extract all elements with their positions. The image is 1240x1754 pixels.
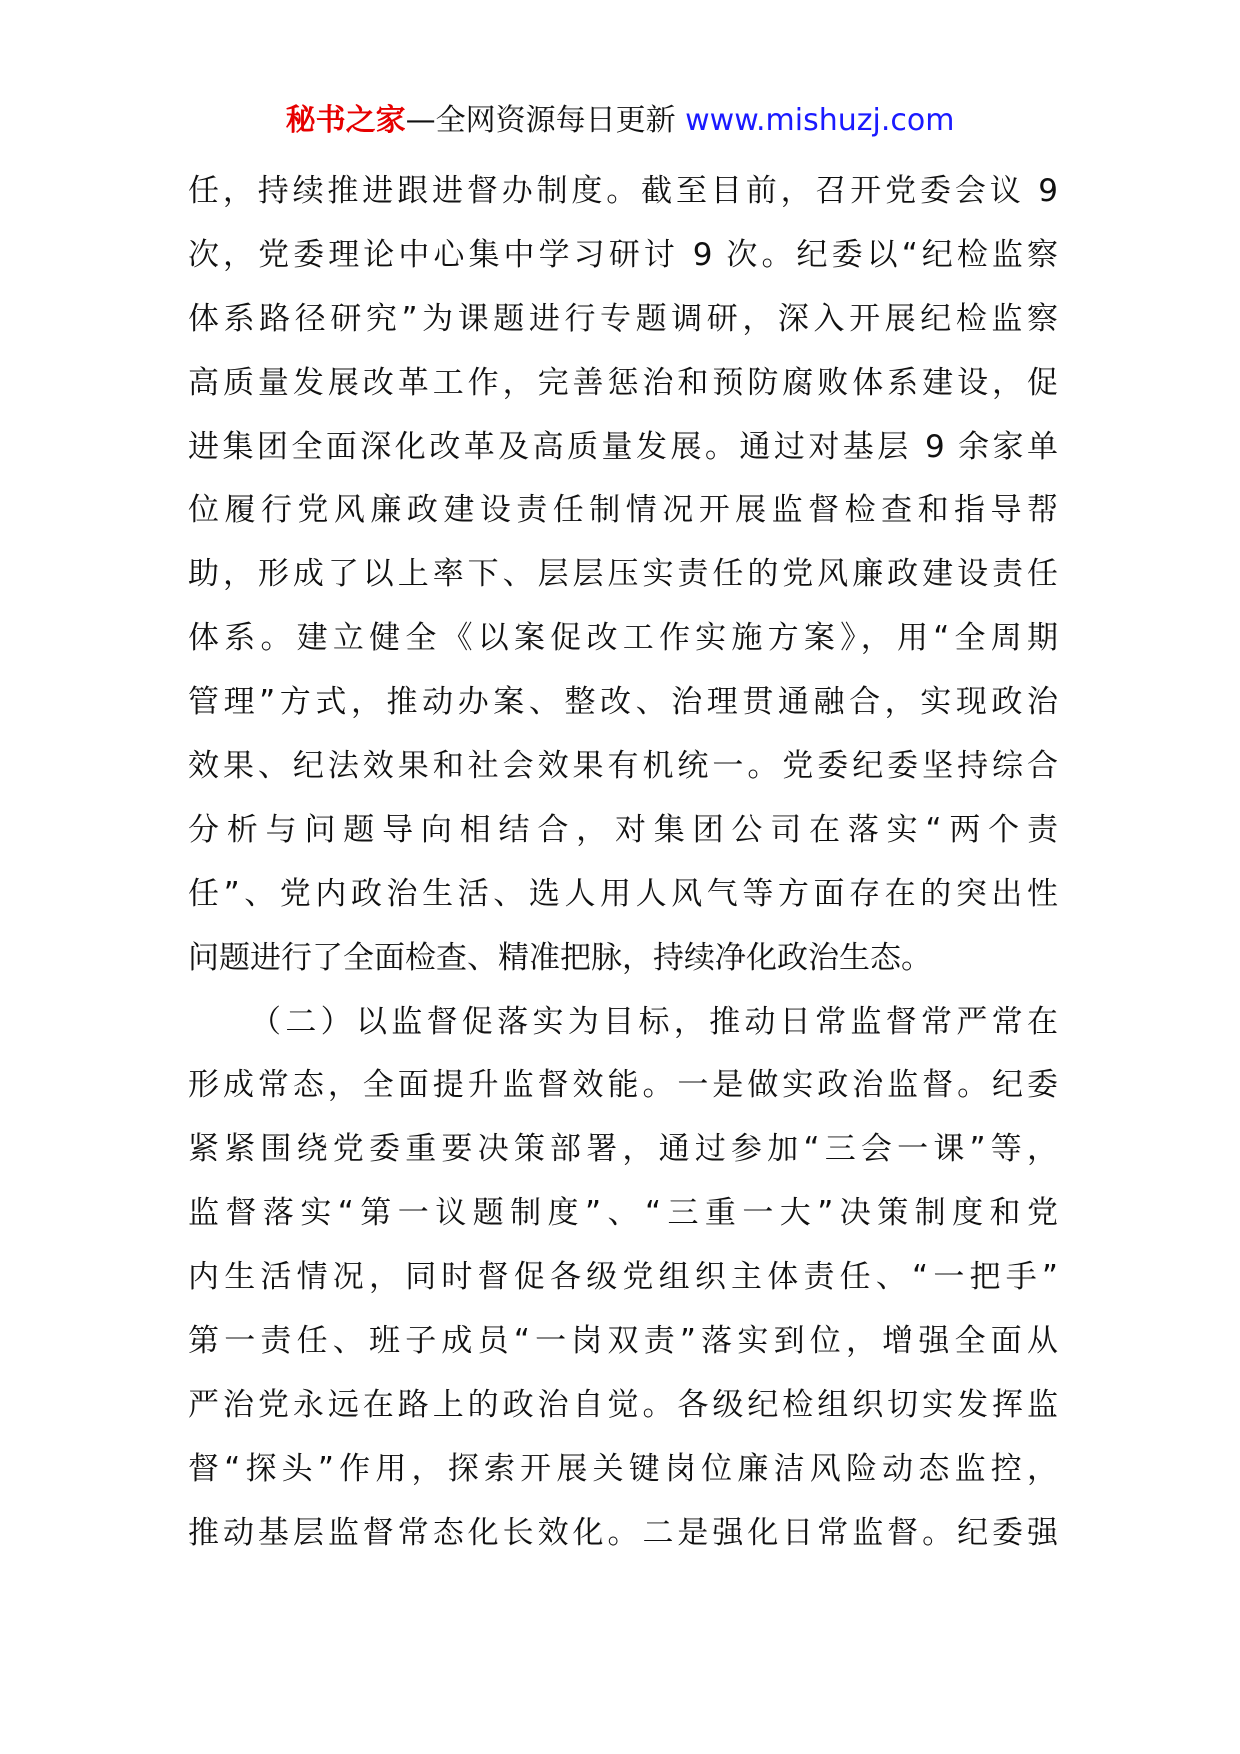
text-line: 高质量发展改革工作，完善惩治和预防腐败体系建设，促 [188, 364, 1058, 401]
text-line: 紧紧围绕党委重要决策部署，通过参加“三会一课”等， [188, 1131, 1058, 1168]
text-line: 第一责任、班子成员“一岗双责”落实到位，增强全面从 [188, 1323, 1058, 1360]
site-url-link[interactable]: www.mishuzj.com [685, 103, 955, 138]
section-heading-line: （二）以监督促落实为目标，推动日常监督常严常在 [250, 1003, 1058, 1040]
text-line: 管理”方式，推动办案、整改、治理贯通融合，实现政治 [188, 684, 1058, 721]
text-line: 体系路径研究”为课题进行专题调研，深入开展纪检监察 [188, 300, 1058, 337]
text-line: 任，持续推进跟进督办制度。截至目前，召开党委会议 9 [188, 173, 1058, 209]
text-line: 效果、纪法效果和社会效果有机统一。党委纪委坚持综合 [188, 748, 1058, 785]
brand-name: 秘书之家 [285, 103, 406, 138]
text-line: 严治党永远在路上的政治自觉。各级纪检组织切实发挥监 [188, 1386, 1058, 1423]
text-line: 次，党委理论中心集中学习研讨 9 次。纪委以“纪检监察 [188, 236, 1058, 273]
text-line: 分析与问题导向相结合，对集团公司在落实“两个责 [188, 811, 1058, 848]
text-line: 位履行党风廉政建设责任制情况开展监督检查和指导帮 [188, 492, 1058, 529]
paragraph-end-line: 问题进行了全面检查、精准把脉，持续净化政治生态。 [188, 939, 932, 976]
text-line: 形成常态，全面提升监督效能。一是做实政治监督。纪委 [188, 1067, 1058, 1104]
document-body [188, 160, 1058, 1566]
text-line: 监督落实“第一议题制度”、“三重一大”决策制度和党 [188, 1195, 1058, 1232]
text-line: 体系。建立健全《以案促改工作实施方案》，用“全周期 [188, 620, 1058, 657]
page-header [0, 100, 1240, 142]
header-tagline: —全网资源每日更新 [405, 103, 676, 138]
text-line: 任”、党内政治生活、选人用人风气等方面存在的突出性 [188, 875, 1058, 912]
text-line: 推动基层监督常态化长效化。二是强化日常监督。纪委强 [188, 1514, 1058, 1551]
text-line: 进集团全面深化改革及高质量发展。通过对基层 9 余家单 [188, 428, 1058, 465]
text-line: 督“探头”作用，探索开展关键岗位廉洁风险动态监控， [188, 1450, 1058, 1487]
text-line: 助，形成了以上率下、层层压实责任的党风廉政建设责任 [188, 556, 1058, 593]
text-line: 内生活情况，同时督促各级党组织主体责任、“一把手” [188, 1259, 1058, 1296]
